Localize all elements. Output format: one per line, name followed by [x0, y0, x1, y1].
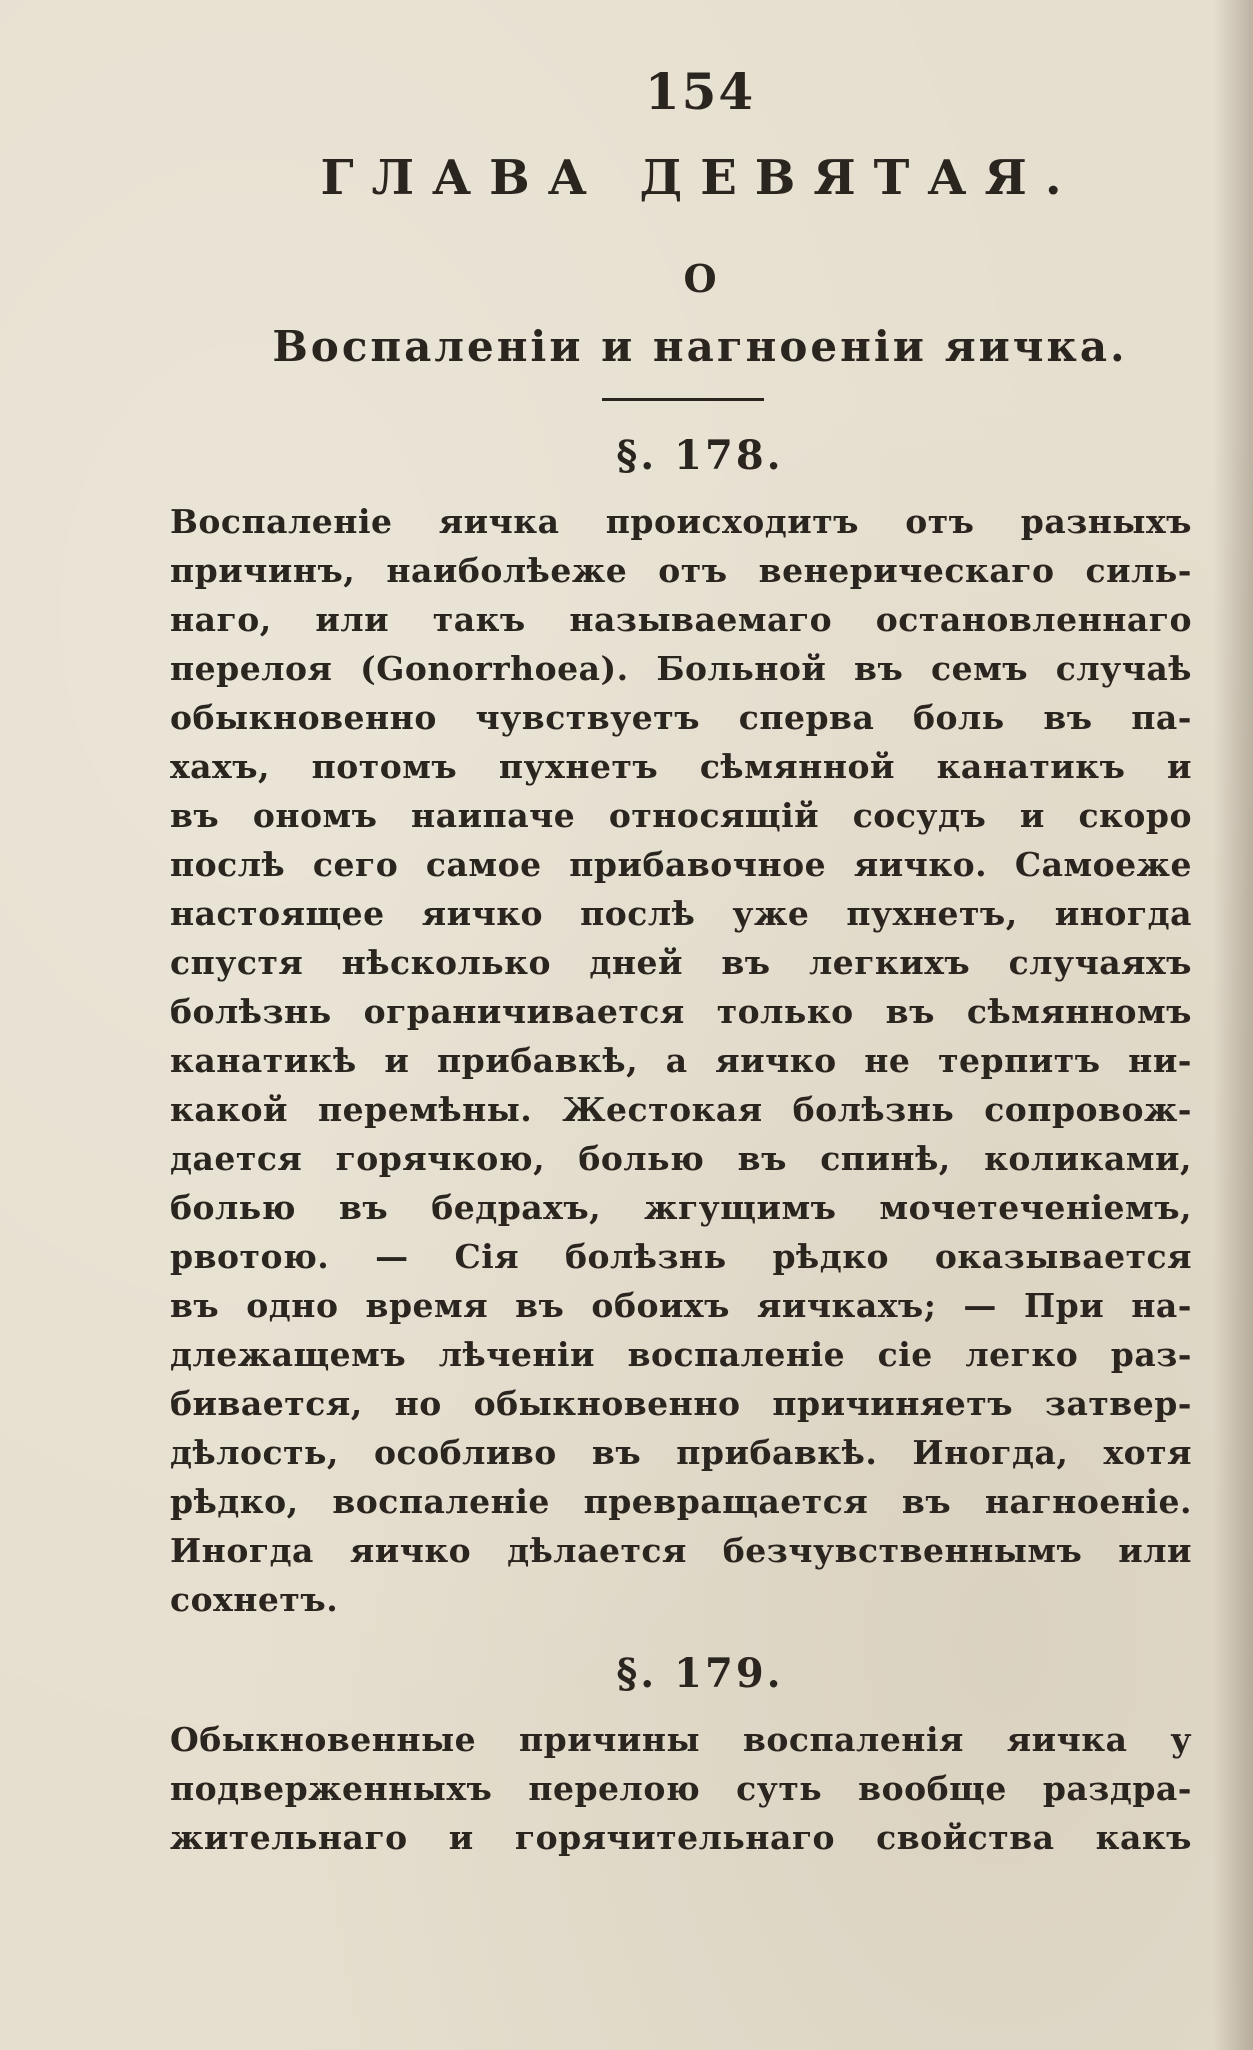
text-line: наго, или такъ называемаго остановленнаго	[170, 600, 1192, 639]
text-line: Обыкновенные причины воспаленія яичка у	[170, 1720, 1192, 1759]
text-line: канатикѣ и прибавкѣ, а яичко не терпитъ ни-	[170, 1041, 1192, 1080]
text-line: длежащемъ лѣченіи воспаленіе сіе легко раз-	[170, 1335, 1192, 1374]
text-line: настоящее яичко послѣ уже пухнетъ, иногда	[170, 894, 1192, 933]
page-edge-shadow	[1213, 0, 1253, 2050]
text-line: рвотою. — Сія болѣзнь рѣдко оказывается	[170, 1237, 1192, 1276]
text-line: спустя нѣсколько дней въ легкихъ случаяхъ	[170, 943, 1192, 982]
text-line: рѣдко, воспаленіе превращается въ нагноеніе.	[170, 1482, 1192, 1521]
section-heading-179: §. 179.	[616, 1650, 784, 1697]
text-line: подверженныхъ перелою суть вообще раздра-	[170, 1769, 1192, 1808]
page-number: 154	[644, 62, 756, 121]
text-line: болью въ бедрахъ, жгущимъ мочетеченіемъ,	[170, 1188, 1192, 1227]
section-179-paragraph	[170, 1715, 1192, 1862]
title-divider	[602, 398, 764, 401]
chapter-subtitle: Воспаленіи и нагноеніи яичка.	[272, 322, 1128, 371]
text-line: дѣлость, особливо въ прибавкѣ. Иногда, хотя	[170, 1433, 1192, 1472]
text-line: въ ономъ наипаче относящій сосудъ и скоро	[170, 796, 1192, 835]
text-line: перелоя (Gonorrhoea). Больной въ семъ случаѣ	[170, 649, 1192, 688]
text-line: какой перемѣны. Жестокая болѣзнь сопровож-	[170, 1090, 1192, 1129]
text-line: хахъ, потомъ пухнетъ сѣмянной канатикъ и	[170, 747, 1192, 786]
text-line: Иногда яичко дѣлается безчувственнымъ или	[170, 1531, 1192, 1570]
subtitle-preposition: О	[683, 256, 717, 301]
section-heading-178: §. 178.	[616, 432, 784, 479]
text-line: дается горячкою, болью въ спинѣ, коликами,	[170, 1139, 1192, 1178]
chapter-title: ГЛАВА ДЕВЯТАЯ.	[320, 150, 1080, 206]
text-line: послѣ сего самое прибавочное яичко. Самоеже	[170, 845, 1192, 884]
text-line: сохнетъ.	[170, 1580, 339, 1619]
text-line: причинъ, наиболѣеже отъ венерическаго силь-	[170, 551, 1192, 590]
text-line: обыкновенно чувствуетъ сперва боль въ па-	[170, 698, 1192, 737]
text-line: Воспаленіе яичка происходитъ отъ разныхъ	[170, 502, 1192, 541]
text-line: болѣзнь ограничивается только въ сѣмянномъ	[170, 992, 1192, 1031]
text-line: жительнаго и горячительнаго свойства какъ	[170, 1818, 1192, 1857]
text-line: въ одно время въ обоихъ яичкахъ; — При на-	[170, 1286, 1192, 1325]
section-178-paragraph	[170, 497, 1192, 1624]
text-line: бивается, но обыкновенно причиняетъ затвер-	[170, 1384, 1192, 1423]
